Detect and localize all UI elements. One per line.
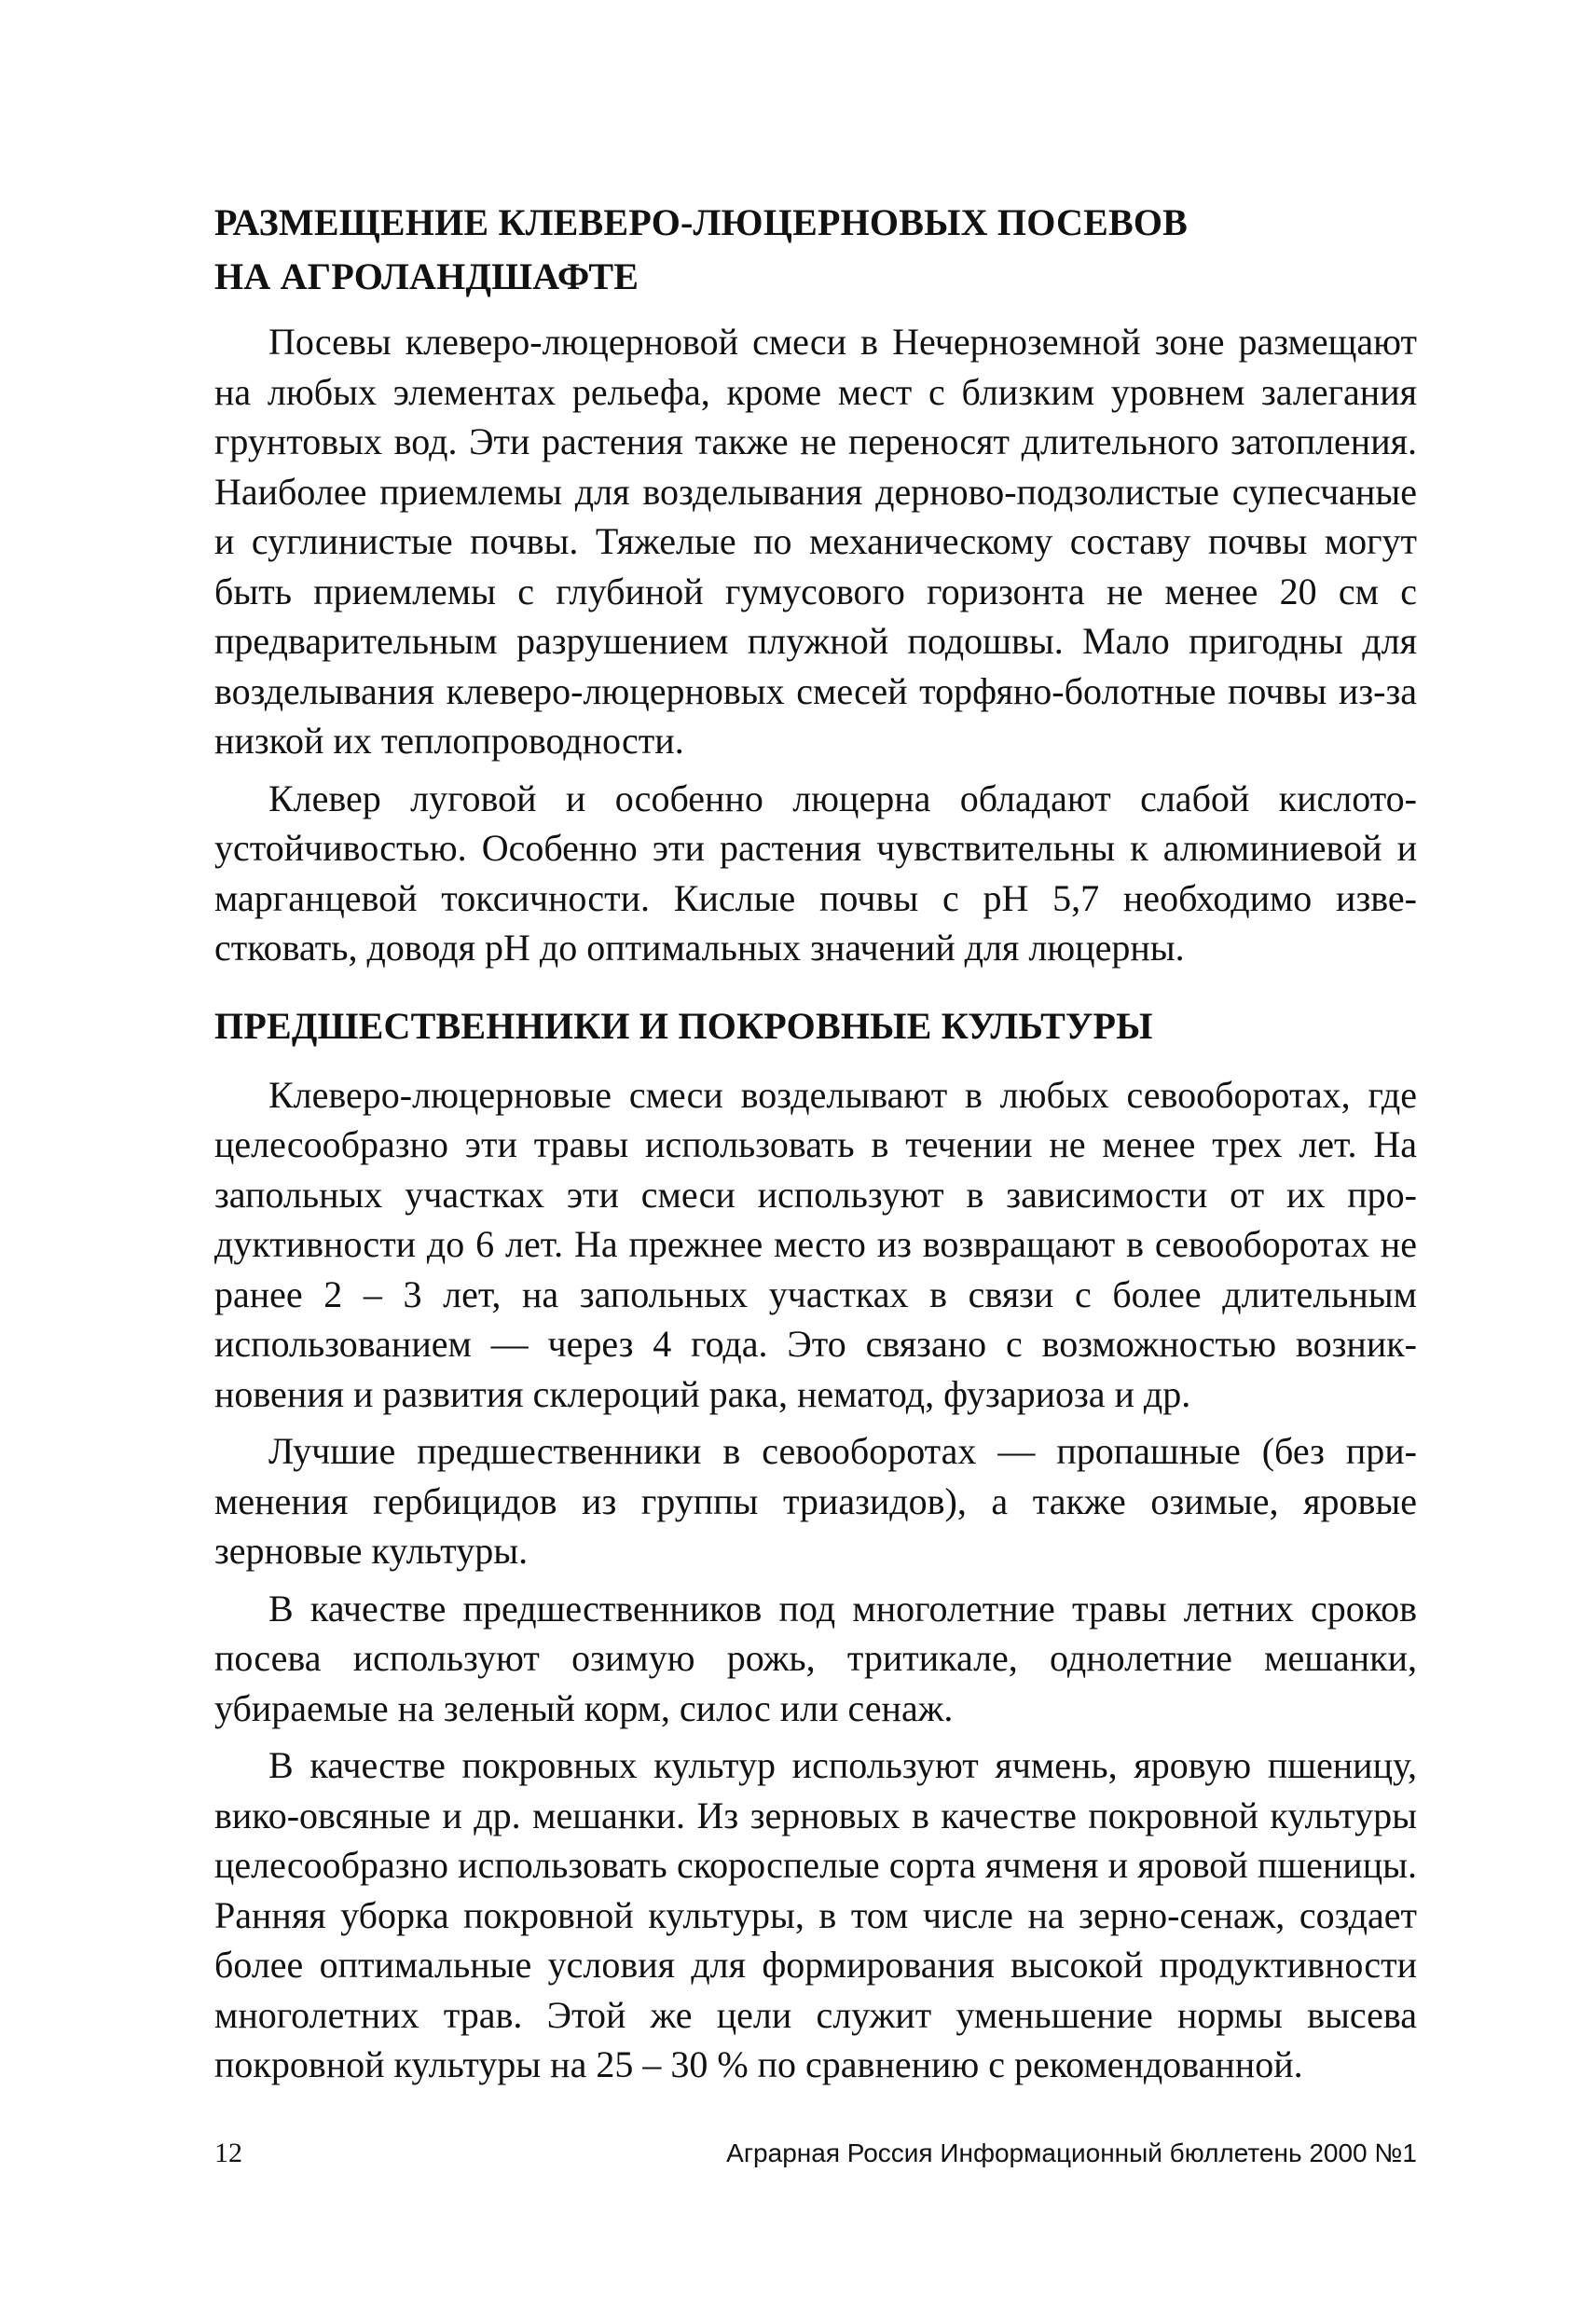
journal-title: Аграрная Россия Информационный бюллетень 2000 №1 xyxy=(726,2138,1417,2167)
paragraph: В качестве предшественников под многолетние травы летних сроков посева используют озимую рожь, тритикале, однолетние мешанки, убираемые на зеленый корм, силос или сенаж. xyxy=(214,1587,1417,1729)
section-heading-placement xyxy=(214,196,1417,304)
heading-line-1: РАЗМЕЩЕНИЕ КЛЕВЕРО-ЛЮЦЕРНОВЫХ ПОСЕВОВ xyxy=(214,201,1189,243)
paragraph: Посевы клеверо-люцерновой смеси в Нечерноземной зоне размещают на любых элементах рельефа, кроме мест с близким уровнем залегания грунтовых вод. Эти растения также не переносят длительного затопления. Наиболее приемлемы для возделывания дерново-подзолистые супесчаные и суглинистые почвы. Тяжелые по механическому составу почвы могут быть приемлемы с глубиной гумусового горизонта не менее 20 см с предварительным разрушением плужной подошвы. Мало пригодны для возделывания клеверо-люцерновых смесей торфяно-болотные почвы из-за низкой их теплопроводности. xyxy=(214,321,1417,762)
page-footer xyxy=(214,2135,1417,2172)
heading-line-2: НА АГРОЛАНДШАФТЕ xyxy=(214,255,639,297)
section-heading-predecessors: ПРЕДШЕСТВЕННИКИ И ПОКРОВНЫЕ КУЛЬТУРЫ xyxy=(214,1004,1153,1047)
page-content xyxy=(214,196,1417,2097)
paragraph: Клеверо-люцерновые смеси возделывают в любых севооборотах, где целесообразно эти травы использовать в течении не менее трех лет. На запольных участках эти смеси используют в зависимости от их продуктивности до 6 лет. На прежнее место из возвращают в севооборотах не ранее 2 – 3 лет, на запольных участках в связи с более длительным использованием — через 4 года. Это связано с возможностью возникновения и развития склероций рака, нематод, фузариоза и др. xyxy=(214,1073,1417,1415)
paragraph: Лучшие предшественники в севооборотах — пропашные (без применения гербицидов из группы триазидов), а также озимые, яровые зерновые культуры. xyxy=(214,1430,1417,1572)
page-number: 12 xyxy=(214,2138,242,2168)
paragraph: В качестве покровных культур используют ячмень, яровую пшеницу, вико-овсяные и др. мешанки. Из зерновых в качестве покровной культуры целесообразно использовать скороспелые сорта ячменя и яровой пшеницы. Ранняя уборка покровной культуры, в том числе на зерно-сенаж, создает более оптимальные условия для формирования высокой продуктивности многолетних трав. Этой же цели служит уменьшение нормы высева покровной культуры на 25 – 30 % по сравнению с рекомендованной. xyxy=(214,1744,1417,2085)
paragraph: Клевер луговой и особенно люцерна обладают слабой кислотоустойчивостью. Особенно эти растения чувствительны к алюминиевой и марганцевой токсичности. Кислые почвы с pH 5,7 необходимо известковать, доводя pH до оптимальных значений для люцерны. xyxy=(214,777,1417,969)
